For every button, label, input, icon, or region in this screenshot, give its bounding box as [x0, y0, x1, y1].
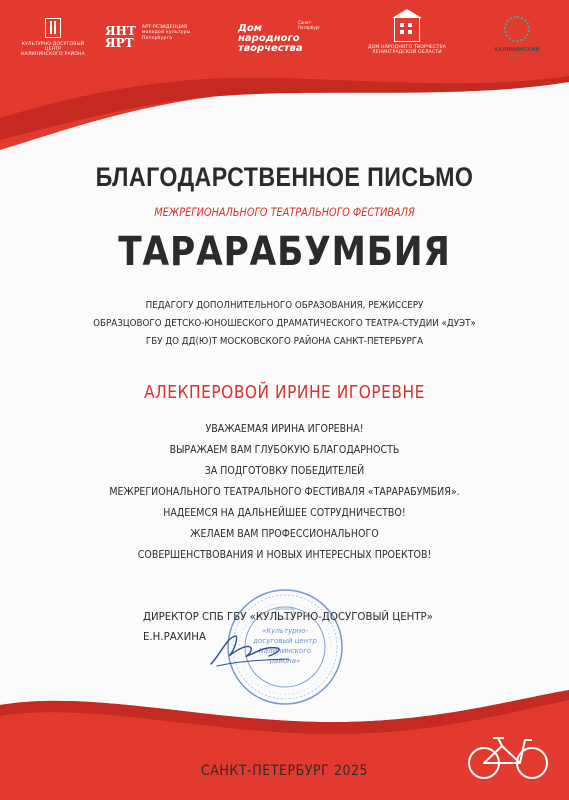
kdc-logo	[18, 8, 88, 57]
recipient-line: ПЕДАГОГУ ДОПОЛНИТЕЛЬНОГО ОБРАЗОВАНИЯ, РЕЖИССЕРУ	[145, 300, 424, 311]
body-line: МЕЖРЕГИОНАЛЬНОГО ТЕАТРАЛЬНОГО ФЕСТИВАЛЯ «ТАРАРАБУМБИЯ».	[109, 486, 460, 498]
festival-subtitle: МЕЖРЕГИОНАЛЬНОГО ТЕАТРАЛЬНОГО ФЕСТИВАЛЯ	[154, 206, 415, 219]
festival-name: ТАРАРАБУМБИЯ	[118, 229, 451, 275]
art-logo-line2: ЯРТ	[105, 36, 134, 50]
sparkle-icon	[504, 16, 530, 42]
signer-title: ДИРЕКТОР СПБ ГБУ «КУЛЬТУРНО-ДОСУГОВЫЙ ЦЕНТР»	[143, 612, 433, 623]
footer-city-year: САНКТ-ПЕТЕРБУРГ 2025	[200, 763, 369, 779]
art-logo-caption: АРТ-РЕЗИДЕНЦИЯ молодой культуры Петербурга	[141, 25, 191, 41]
signature-block	[143, 608, 433, 648]
partner-logos	[0, 8, 569, 78]
district-logo-sub: РАЙОН	[510, 53, 524, 58]
bicycle-icon	[462, 730, 552, 785]
stamp-line: района»	[269, 657, 301, 665]
recipient-block	[23, 297, 546, 351]
kdc-logo-district: КАЛИНИНСКОГО РАЙОНА	[21, 52, 85, 57]
dnt-region-name: ДОМ НАРОДНОГО ТВОРЧЕСТВА	[367, 45, 447, 50]
body-line: ВЫРАЖАЕМ ВАМ ГЛУБОКУЮ БЛАГОДАРНОСТЬ	[169, 444, 400, 456]
district-logo	[486, 8, 548, 58]
signer-name: Е.Н.РАХИНА	[143, 632, 206, 643]
recipient-line: ГБУ ДО ДД(Ю)Т МОСКОВСКОГО РАЙОНА САНКТ-ПЕТЕРБУРГА	[145, 336, 424, 347]
stamp-line: Калининского	[258, 647, 312, 655]
stamp-line: «Культурно-	[261, 627, 309, 635]
dnt-region-region: ЛЕНИНГРАДСКОЙ ОБЛАСТИ	[372, 50, 442, 55]
dnt-region-logo	[362, 8, 452, 55]
art-residence-logo	[105, 8, 220, 49]
art-logo-line1: ЯНТ	[105, 24, 136, 38]
body-line: УВАЖАЕМАЯ ИРИНА ИГОРЕВНА!	[205, 423, 364, 435]
building-icon	[394, 18, 420, 42]
body-line: НАДЕЕМСЯ НА ДАЛЬНЕЙШЕЕ СОТРУДНИЧЕСТВО!	[163, 507, 406, 519]
body-line: ЗА ПОДГОТОВКУ ПОБЕДИТЕЛЕЙ	[204, 465, 365, 477]
kdc-logo-mark	[45, 18, 61, 38]
recipient-line: ОБРАЗЦОВОГО ДЕТСКО-ЮНОШЕСКОГО ДРАМАТИЧЕСКОГО ТЕАТРА-СТУДИИ «ДУЭТ»	[93, 318, 476, 329]
body-line: ЖЕЛАЕМ ВАМ ПРОФЕССИОНАЛЬНОГО	[190, 528, 379, 540]
dnt-logo-city: Санкт-Петербург	[298, 20, 321, 30]
dnt-logo-name: Дом народного творчества	[238, 23, 303, 54]
dnt-logo	[238, 8, 333, 54]
district-logo-name: КАЛИНИНСКИЙ	[494, 48, 540, 53]
stamp-line: досуговый центр	[253, 637, 317, 645]
letter-title: БЛАГОДАРСТВЕННОЕ ПИСЬМО	[95, 162, 474, 192]
letter-body	[23, 419, 546, 566]
body-line: СОВЕРШЕНСТВОВАНИЯ И НОВЫХ ИНТЕРЕСНЫХ ПРОЕКТОВ!	[137, 549, 432, 561]
recipient-name: АЛЕКПЕРОВОЙ ИРИНЕ ИГОРЕВНЕ	[144, 383, 425, 403]
kdc-logo-name: КУЛЬТУРНО-ДОСУГОВЫЙ ЦЕНТР	[21, 42, 85, 52]
